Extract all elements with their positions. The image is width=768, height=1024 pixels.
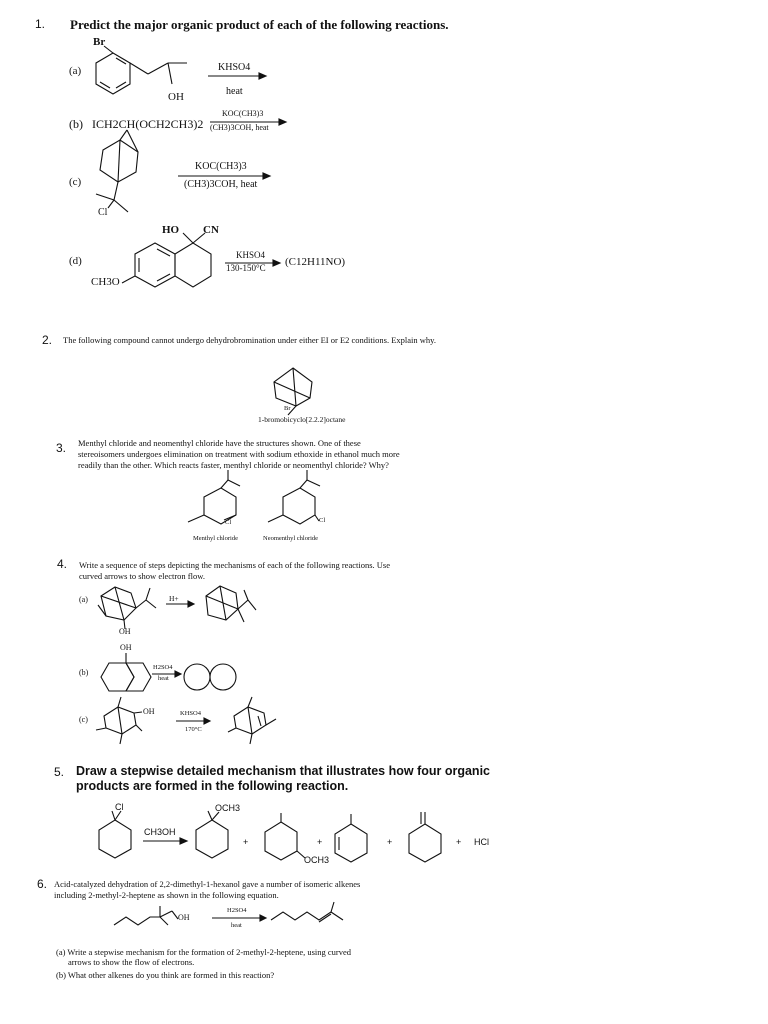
question-2-number: 2. bbox=[42, 333, 53, 347]
q4c-condition: 170°C bbox=[185, 726, 202, 733]
q1d-ho: HO bbox=[162, 224, 180, 236]
q3-cl-1: Cl bbox=[225, 519, 232, 526]
question-3-line-2: stereoisomers undergoes elimination on treatment with sodium ethoxide in ethanol much more bbox=[78, 449, 400, 459]
question-1-number: 1. bbox=[35, 17, 46, 31]
question-6-part-a-line-1: (a) Write a stepwise mechanism for the formation of 2-methyl-2-heptene, using curved bbox=[56, 947, 352, 957]
q1c-condition: (CH3)3COH, heat bbox=[184, 179, 258, 190]
q1d-condition: 130-150°C bbox=[226, 263, 266, 273]
q5-plus-1: + bbox=[243, 837, 249, 847]
q5-hcl: HCl bbox=[474, 837, 489, 847]
question-4-line-2: curved arrows to show electron flow. bbox=[79, 571, 205, 581]
question-6-number: 6. bbox=[37, 877, 48, 891]
q6-oh: OH bbox=[178, 913, 190, 922]
question-5-number: 5. bbox=[54, 765, 65, 779]
q1a-br: Br bbox=[93, 36, 106, 48]
q1c-label: (c) bbox=[69, 176, 82, 188]
q6-reagent: H2SO4 bbox=[227, 907, 247, 914]
q4a-reagent: H+ bbox=[169, 594, 179, 603]
q4a-oh: OH bbox=[119, 627, 131, 636]
q4c-oh: OH bbox=[143, 707, 155, 716]
question-6-part-a-line-2: arrows to show the flow of electrons. bbox=[68, 957, 195, 967]
q2-caption: 1-bromobicyclo[2.2.2]octane bbox=[258, 415, 346, 424]
q5-och3-bottom: OCH3 bbox=[304, 855, 330, 865]
q1d-cn: CN bbox=[203, 224, 219, 236]
q1a-condition: heat bbox=[226, 86, 243, 97]
question-6-line-1: Acid-catalyzed dehydration of 2,2-dimethyl-1-hexanol gave a number of isomeric alkenes bbox=[54, 879, 361, 889]
question-5-line-1: Draw a stepwise detailed mechanism that illustrates how four organic bbox=[76, 764, 490, 778]
q1b-reagent: KOC(CH3)3 bbox=[222, 109, 264, 118]
q4b-label: (b) bbox=[79, 668, 89, 677]
q5-cl: Cl bbox=[115, 802, 124, 812]
question-4-number: 4. bbox=[57, 557, 68, 571]
q4b-reagent: H2SO4 bbox=[153, 664, 173, 671]
question-3-line-3: readily than the other. Which reacts faster, menthyl chloride or neomenthyl chloride? Why? bbox=[78, 460, 389, 470]
q1a-label: (a) bbox=[69, 65, 82, 77]
q4b-oh: OH bbox=[120, 643, 132, 652]
q1a-oh: OH bbox=[168, 91, 184, 103]
q1d-label: (d) bbox=[69, 255, 82, 267]
q1d-product: (C12H11NO) bbox=[285, 256, 346, 268]
question-1-prompt: Predict the major organic product of each of the following reactions. bbox=[70, 17, 449, 32]
question-4-line-1: Write a sequence of steps depicting the mechanisms of each of the following reactions. Use bbox=[79, 560, 390, 570]
q1b-label: (b) bbox=[69, 117, 83, 131]
q1d-reagent: KHSO4 bbox=[236, 250, 266, 260]
q1c-cl: Cl bbox=[98, 207, 108, 218]
question-2-text: The following compound cannot undergo dehydrobromination under either EI or E2 conditions. Explain why. bbox=[63, 335, 436, 345]
question-5-line-2: products are formed in the following reaction. bbox=[76, 779, 349, 793]
q4c-label: (c) bbox=[79, 715, 88, 724]
q1c-reagent: KOC(CH3)3 bbox=[195, 161, 247, 172]
question-3-number: 3. bbox=[56, 441, 67, 455]
q3-caption-menthyl: Menthyl chloride bbox=[193, 535, 238, 542]
q4a-label: (a) bbox=[79, 595, 88, 604]
q4b-condition: heat bbox=[158, 675, 169, 682]
q3-caption-neomenthyl: Neomenthyl chloride bbox=[263, 535, 319, 542]
q5-plus-2: + bbox=[317, 837, 323, 847]
question-6-part-b: (b) What other alkenes do you think are formed in this reaction? bbox=[56, 970, 275, 980]
q6-condition: heat bbox=[231, 922, 242, 929]
q1a-reagent: KHSO4 bbox=[218, 62, 251, 73]
q4c-reagent: KHSO4 bbox=[180, 710, 201, 717]
q1b-condition: (CH3)3COH, heat bbox=[210, 123, 269, 132]
q5-plus-3: + bbox=[387, 837, 393, 847]
q5-och3-top: OCH3 bbox=[215, 803, 241, 813]
question-3-line-1: Menthyl chloride and neomenthyl chloride have the structures shown. One of these bbox=[78, 438, 361, 448]
q5-plus-4: + bbox=[456, 837, 462, 847]
question-6-line-2: including 2-methyl-2-heptene as shown in the following equation. bbox=[54, 890, 279, 900]
q5-reagent: CH3OH bbox=[144, 827, 176, 837]
q1b-substrate: ICH2CH(OCH2CH3)2 bbox=[92, 117, 204, 131]
q3-cl-2: Cl bbox=[319, 517, 326, 524]
q1d-meo: CH3O bbox=[91, 276, 120, 288]
q2-br: Br bbox=[284, 405, 291, 412]
